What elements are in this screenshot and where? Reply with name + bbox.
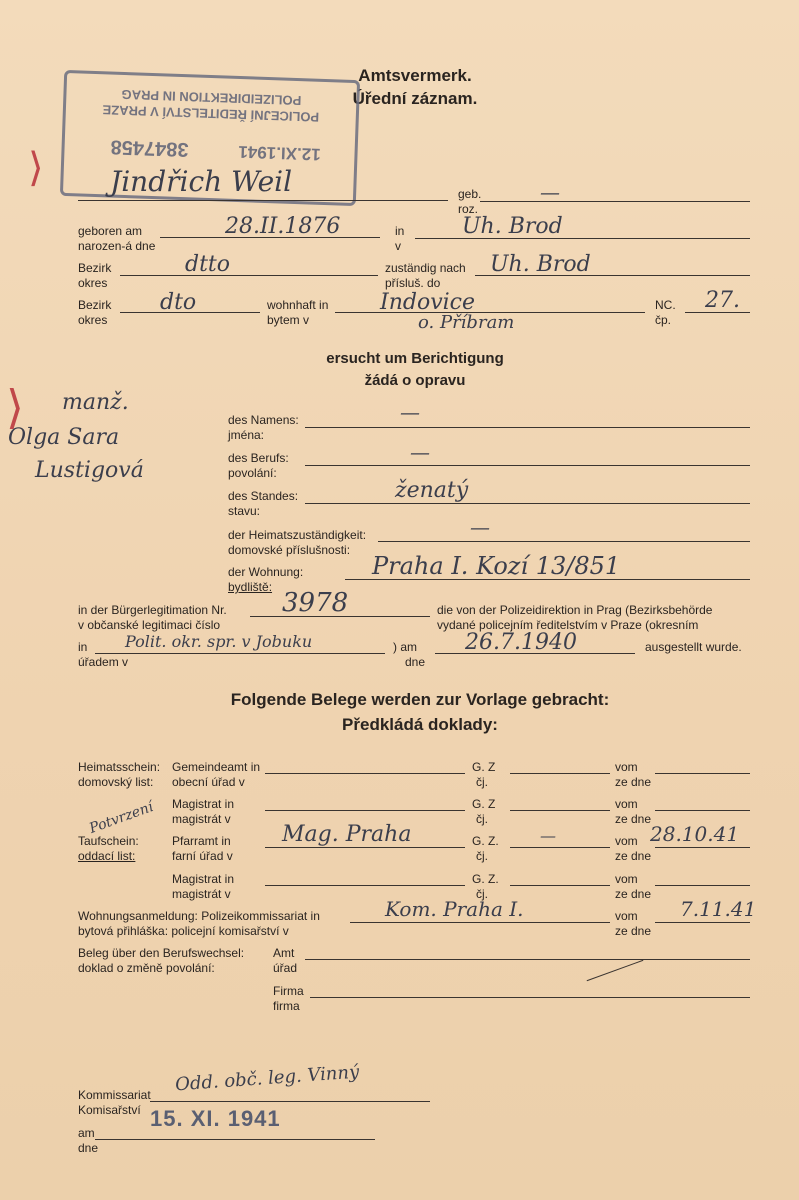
name-underline xyxy=(78,200,448,201)
pfarramt-label-cs: farní úřad v xyxy=(172,849,233,863)
bezirk2-label-de: Bezirk xyxy=(78,298,112,312)
legit-am-value: 26.7.1940 xyxy=(465,630,577,655)
wohn-label-de: wohnhaft in xyxy=(267,298,329,312)
gz-underline-1 xyxy=(510,773,610,774)
berufs-underline xyxy=(305,465,750,466)
legit-am-label-de: ) am xyxy=(393,640,417,654)
bezirk1-label-de: Bezirk xyxy=(78,261,112,275)
heimat-underline xyxy=(378,541,750,542)
heimat-label-de: der Heimatszuständigkeit: xyxy=(228,528,367,542)
zust-label-cs: přísluš. do xyxy=(385,276,441,290)
gz-underline-3 xyxy=(510,847,610,848)
wohn-label-cs: bytem v xyxy=(267,313,310,327)
margin-note-2: Olga Sara xyxy=(8,425,120,450)
legit-label-cs: v občanské legitimaci číslo xyxy=(78,618,221,632)
in-value: Uh. Brod xyxy=(462,214,563,239)
gz-label-2: G. Z xyxy=(472,797,496,811)
geb-underline xyxy=(480,201,750,202)
footer-am-label-de: am xyxy=(78,1126,95,1140)
vom-underline-4 xyxy=(655,885,750,886)
title-de: Amtsvermerk. xyxy=(358,66,472,85)
wohn-value-2: o. Příbram xyxy=(418,312,515,333)
magistrat2-label-de: Magistrat in xyxy=(172,872,235,886)
person-name-value: Jindřich Weil xyxy=(110,165,293,198)
wohn-underline xyxy=(335,312,645,313)
nc-label-cs: čp. xyxy=(655,313,672,327)
vom-label-5: vom xyxy=(615,909,638,923)
nc-underline xyxy=(685,312,750,313)
kommissariat-underline xyxy=(150,1101,430,1102)
date-stamp: 15. XI. 1941 xyxy=(150,1106,281,1131)
zust-underline xyxy=(475,275,750,276)
zedne-label-1: ze dne xyxy=(615,775,652,789)
legit-issued: ausgestellt wurde. xyxy=(645,640,742,654)
amt-label-cs: úřad xyxy=(273,961,298,975)
margin-note-3: Lustigová xyxy=(35,458,144,483)
bezirk2-underline xyxy=(120,312,260,313)
wohnung-value: Praha I. Kozí 13/851 xyxy=(372,552,621,580)
zedne-label-5: ze dne xyxy=(615,924,652,938)
gz-underline-4 xyxy=(510,885,610,886)
red-bracket-mark: ⟩ xyxy=(6,380,24,434)
cj-label-3: čj. xyxy=(476,849,488,863)
legit-in-value: Polit. okr. spr. v Jobuku xyxy=(125,632,313,651)
pfarramt-value: Mag. Praha xyxy=(282,822,412,847)
berufs-value: — xyxy=(410,440,430,464)
bezirk1-underline xyxy=(120,275,378,276)
request-title-de: ersucht um Berichtigung xyxy=(326,350,504,367)
cj-label-4: čj. xyxy=(476,887,488,901)
legit-in-label-cs: úřadem v xyxy=(78,655,129,669)
in-underline xyxy=(415,238,750,239)
title-cs: Úřední záznam. xyxy=(352,89,478,108)
standes-underline xyxy=(305,503,750,504)
heimatsschein-label-cs: domovský list: xyxy=(78,775,154,789)
in-label-cs: v xyxy=(395,239,401,253)
geb-label: geb. xyxy=(458,187,482,201)
vom-label-3: vom xyxy=(615,834,638,848)
bezirk1-label-cs: okres xyxy=(78,276,108,290)
firma-label-cs: firma xyxy=(273,999,300,1013)
gz-label-1: G. Z xyxy=(472,760,496,774)
gz-label-4: G. Z. xyxy=(472,872,499,886)
magistrat2-label-cs: magistrát v xyxy=(172,887,231,901)
zust-value: Uh. Brod xyxy=(490,252,591,277)
wohnungsanmeldung-label-de: Wohnungsanmeldung: Polizeikommissariat in xyxy=(78,909,320,923)
zedne-label-2: ze dne xyxy=(615,812,652,826)
legit-am-underline xyxy=(435,653,635,654)
bezirk2-value: dto xyxy=(160,290,197,315)
kommissariat-label-de: Kommissariat xyxy=(78,1088,151,1102)
roz-label: roz. xyxy=(458,202,479,216)
legit-label-de: in der Bürgerlegitimation Nr. xyxy=(78,603,227,617)
firma-label-de: Firma xyxy=(273,984,304,998)
documents-title-de: Folgende Belege werden zur Vorlage gebracht: xyxy=(230,690,610,709)
taufschein-label-de: Taufschein: xyxy=(78,834,139,848)
vom-underline-3 xyxy=(655,847,750,848)
legit-issuer-cs: vydané policejním ředitelstvím v Praze (okresním xyxy=(437,618,699,632)
margin-note-1: manž. xyxy=(62,390,129,415)
legit-number-underline xyxy=(250,616,430,617)
legit-am-label-cs: dne xyxy=(405,655,426,669)
born-value: 28.II.1876 xyxy=(225,214,341,239)
amt-underline xyxy=(305,959,750,960)
nc-label-de: NC. xyxy=(655,298,676,312)
taufschein-label-cs: oddací list: xyxy=(78,849,136,863)
legit-in-underline xyxy=(95,653,385,654)
legit-in-label-de: in xyxy=(78,640,88,654)
in-label-de: in xyxy=(395,224,405,238)
red-check-mark: ⟩ xyxy=(28,145,44,191)
zedne-label-4: ze dne xyxy=(615,887,652,901)
bezirk2-label-cs: okres xyxy=(78,313,108,327)
heimat-label-cs: domovské příslušnosti: xyxy=(228,543,351,557)
stamp-line-2: POLICEJNÍ ŘEDITELSTVÍ V PRAZE xyxy=(102,102,320,125)
vom-label-1: vom xyxy=(615,760,638,774)
wohnungsanmeldung-value: Kom. Praha I. xyxy=(385,897,524,921)
vom-label-2: vom xyxy=(615,797,638,811)
legit-number: 3978 xyxy=(282,588,349,618)
zust-label-de: zuständig nach xyxy=(385,261,466,275)
born-label-de: geboren am xyxy=(78,224,143,238)
wohnungsanmeldung-label-cs: bytová přihláška: policejní komisařství v xyxy=(78,924,289,938)
beruf-label-de: Beleg über den Berufswechsel: xyxy=(78,946,245,960)
pfarramt-underline xyxy=(265,847,465,848)
legit-issuer-de: die von der Polizeidirektion in Prag (Bezirksbehörde xyxy=(437,603,713,617)
footer-am-underline xyxy=(95,1139,375,1140)
stamp-number: 3847458 xyxy=(110,135,189,161)
stamp-line-1: POLIZEIDIREKTION IN PRAG xyxy=(121,86,302,109)
standes-value: ženatý xyxy=(395,478,469,503)
gemeindeamt-label-cs: obecní úřad v xyxy=(172,775,245,789)
bezirk1-value: dtto xyxy=(185,252,231,277)
kommissariat-value: Odd. obč. leg. Vinný xyxy=(174,1061,360,1096)
wohnung-label-cs: bydliště: xyxy=(228,580,273,594)
gemeindeamt-underline xyxy=(265,773,465,774)
amt-label-de: Amt xyxy=(273,946,295,960)
born-underline xyxy=(160,237,380,238)
namens-underline xyxy=(305,427,750,428)
namens-label-de: des Namens: xyxy=(228,413,299,427)
berufs-label-de: des Berufs: xyxy=(228,451,289,465)
magistrat1-label-de: Magistrat in xyxy=(172,797,235,811)
magistrat1-underline xyxy=(265,810,465,811)
amt-strike xyxy=(587,960,644,981)
berufs-label-cs: povolání: xyxy=(228,466,277,480)
vom-underline-1 xyxy=(655,773,750,774)
firma-underline xyxy=(310,997,750,998)
taufschein-note: Potvrzení xyxy=(87,799,156,837)
wohn-value: Indovice xyxy=(380,290,475,315)
footer-am-label-cs: dne xyxy=(78,1141,99,1155)
pfarramt-date-value: 28.10.41 xyxy=(650,822,740,846)
kommissariat-label-cs: Komisařství xyxy=(78,1103,141,1117)
wohnungsanmeldung-date: 7.11.41 xyxy=(680,897,757,921)
nc-value: 27. xyxy=(705,288,740,313)
gemeindeamt-label-de: Gemeindeamt in xyxy=(172,760,261,774)
standes-label-cs: stavu: xyxy=(228,504,261,518)
wohnung-underline xyxy=(345,579,750,580)
magistrat2-underline xyxy=(265,885,465,886)
wohnungsanmeldung-underline xyxy=(350,922,610,923)
beruf-label-cs: doklad o změně povolání: xyxy=(78,961,215,975)
gz-label-3: G. Z. xyxy=(472,834,499,848)
vom-underline-2 xyxy=(655,810,750,811)
standes-label-de: des Standes: xyxy=(228,489,299,503)
born-label-cs: narozen-á dne xyxy=(78,239,156,253)
heimat-value: — xyxy=(470,515,490,539)
heimatsschein-label-de: Heimatsschein: xyxy=(78,760,161,774)
pfarramt-gz-value: — xyxy=(540,826,556,845)
request-title-cs: žádá o opravu xyxy=(364,372,466,389)
documents-title-cs: Předkládá doklady: xyxy=(342,715,498,734)
magistrat1-label-cs: magistrát v xyxy=(172,812,231,826)
cj-label-1: čj. xyxy=(476,775,488,789)
namens-value: — xyxy=(400,400,420,424)
gz-underline-2 xyxy=(510,810,610,811)
vom-underline-5 xyxy=(655,922,750,923)
vom-label-4: vom xyxy=(615,872,638,886)
stamp-date: 12.XI.1941 xyxy=(238,142,321,164)
cj-label-2: čj. xyxy=(476,812,488,826)
namens-label-cs: jména: xyxy=(228,428,265,442)
wohnung-label-de: der Wohnung: xyxy=(228,565,304,579)
zedne-label-3: ze dne xyxy=(615,849,652,863)
pfarramt-label-de: Pfarramt in xyxy=(172,834,231,848)
geb-value: — xyxy=(540,180,560,204)
